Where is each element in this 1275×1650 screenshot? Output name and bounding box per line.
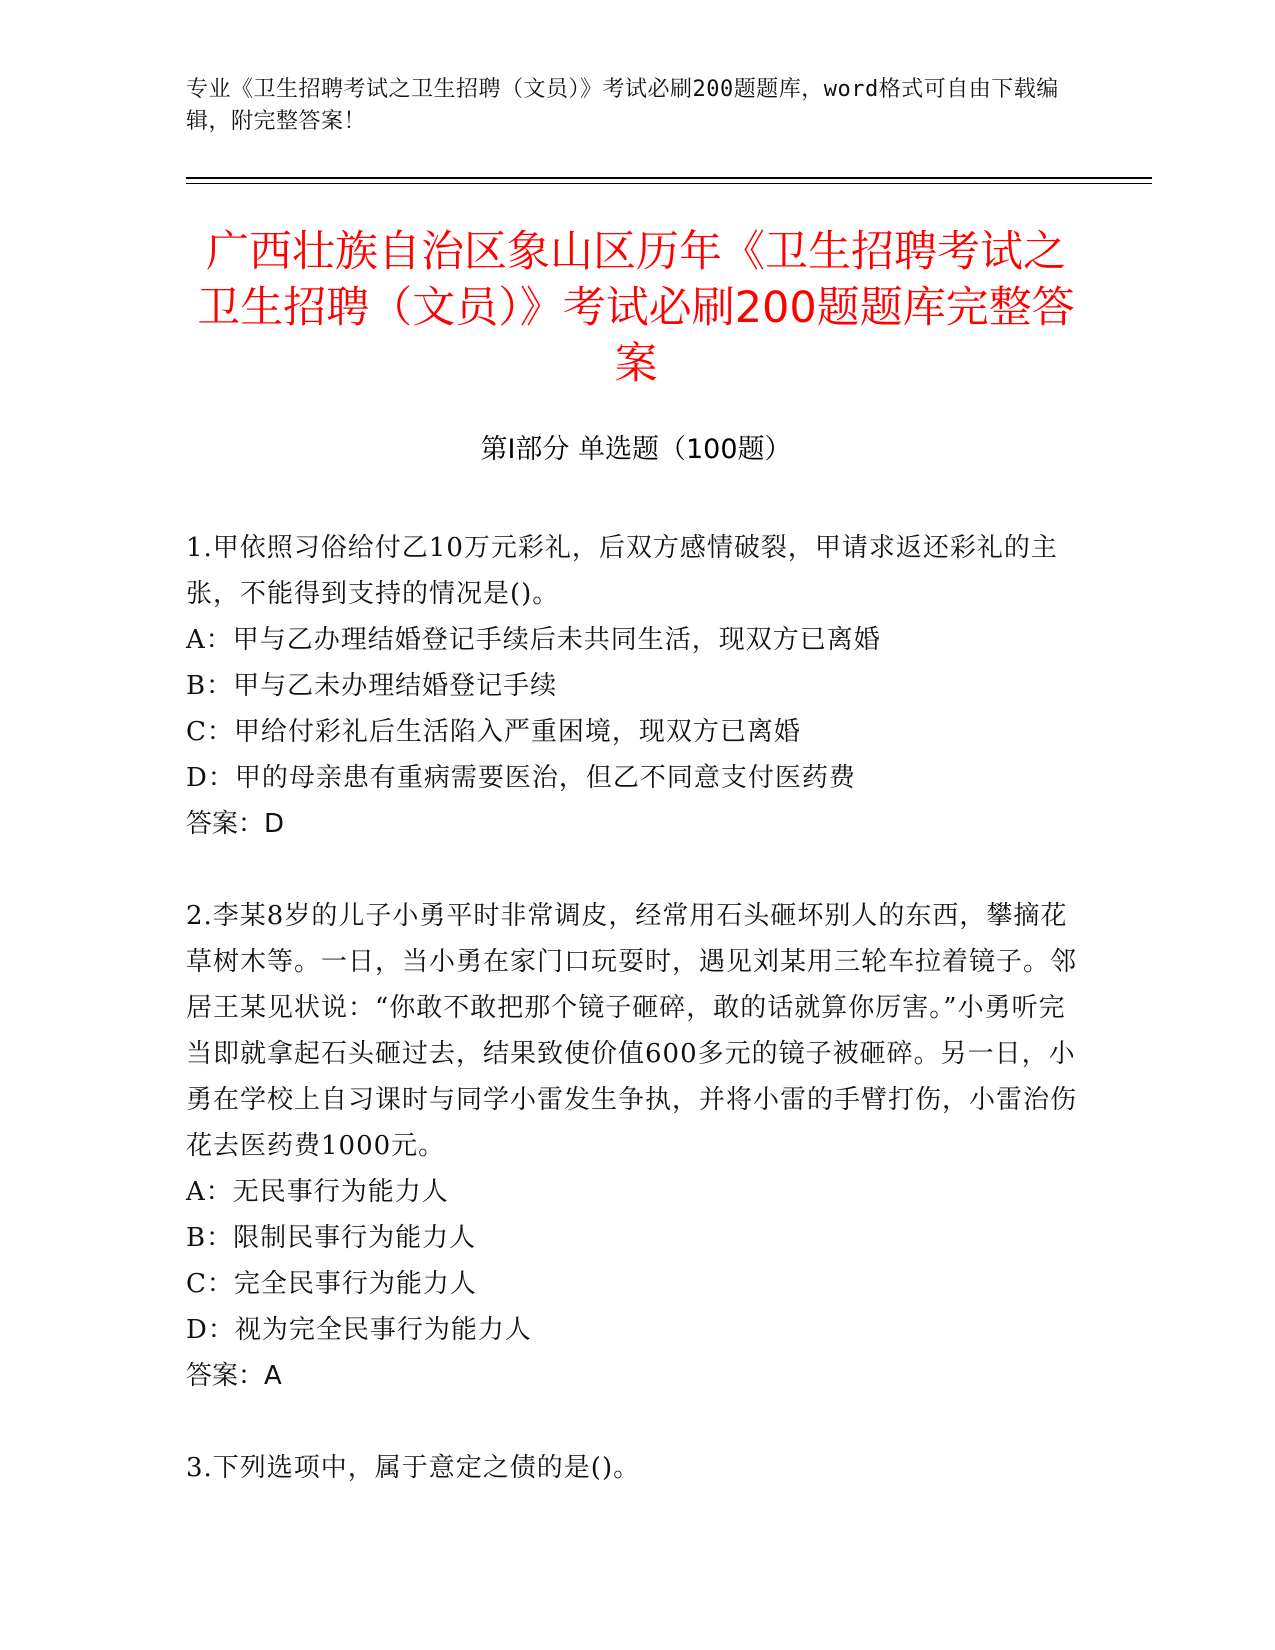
header-note: 专业《卫生招聘考试之卫生招聘（文员）》考试必刷200题题库，word格式可自由下载编辑，附完整答案！ bbox=[186, 77, 1059, 134]
question-1 bbox=[186, 525, 1086, 847]
option-b: B：限制民事行为能力人 bbox=[186, 1223, 477, 1253]
question-spacer bbox=[186, 1399, 1086, 1445]
option-a: A：甲与乙办理结婚登记手续后未共同生活，现双方已离婚 bbox=[186, 625, 881, 655]
header-divider bbox=[186, 177, 1152, 179]
question-stem: 3.下列选项中，属于意定之债的是()。 bbox=[186, 1453, 641, 1483]
option-b: B：甲与乙未办理结婚登记手续 bbox=[186, 671, 558, 701]
question-3 bbox=[186, 1445, 1086, 1491]
option-d: D：甲的母亲患有重病需要医治，但乙不同意支付医药费 bbox=[186, 763, 856, 793]
question-stem: 1.甲依照习俗给付乙10万元彩礼，后双方感情破裂，甲请求返还彩礼的主张，不能得到支持的情况是()。 bbox=[186, 533, 1058, 609]
section-title: 第Ⅰ部分 单选题（100题） bbox=[480, 434, 792, 465]
header-divider-thin bbox=[186, 183, 1152, 184]
option-c: C：完全民事行为能力人 bbox=[186, 1269, 477, 1299]
option-c: C：甲给付彩礼后生活陷入严重困境，现双方已离婚 bbox=[186, 717, 801, 747]
document-title: 广西壮族自治区象山区历年《卫生招聘考试之卫生招聘（文员）》考试必刷200题题库完整答案 bbox=[197, 227, 1075, 389]
answer: 答案：A bbox=[186, 1361, 282, 1391]
question-stem: 2.李某8岁的儿子小勇平时非常调皮，经常用石头砸坏别人的东西，攀摘花草树木等。一日，当小勇在家门口玩耍时，遇见刘某用三轮车拉着镜子。邻居王某见状说：“你敢不敢把那个镜子砸碎，敢的话就算你厉害。”小勇听完当即就拿起石头砸过去，结果致使价值600多元的镜子被砸碎。另一日，小勇在学校上自习课时与同学小雷发生争执，并将小雷的手臂打伤，小雷治伤花去医药费1000元。 bbox=[186, 901, 1078, 1161]
question-spacer bbox=[186, 847, 1086, 893]
question-2 bbox=[186, 893, 1086, 1399]
question-list bbox=[186, 525, 1086, 1491]
option-a: A：无民事行为能力人 bbox=[186, 1177, 449, 1207]
answer: 答案：D bbox=[186, 809, 285, 839]
option-d: D：视为完全民事行为能力人 bbox=[186, 1315, 532, 1345]
